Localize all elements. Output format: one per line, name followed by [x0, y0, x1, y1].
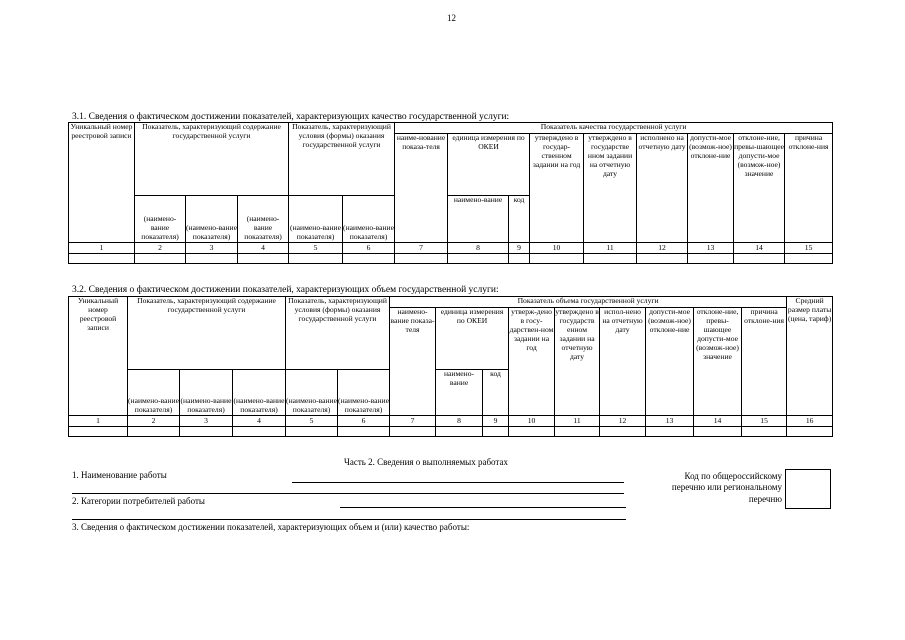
page-number: 12	[447, 13, 456, 23]
sub-indicator-name: (наимено-вание показателя)	[135, 196, 186, 243]
sub-indicator-name: (наимено-вание показателя)	[338, 370, 390, 416]
sub-indicator-name: (наимено-вание показателя)	[186, 196, 238, 243]
column-number: 4	[233, 416, 286, 427]
header-approved-year: утверж-дено в госу-дарствен-ном задании на год	[509, 308, 555, 416]
header-quality-indicator: Показатель качества государственной услуги	[395, 123, 833, 134]
empty-data-row	[69, 427, 833, 437]
work-name-field-extra-line[interactable]	[72, 493, 624, 494]
column-number: 9	[483, 416, 509, 427]
column-number: 3	[180, 416, 233, 427]
header-conditions-indicator: Показатель, характеризующий условия (формы) оказания государственной услуги	[289, 123, 395, 196]
classifier-code-box[interactable]	[785, 469, 831, 509]
column-number: 7	[390, 416, 436, 427]
header-unit-code: код	[509, 196, 530, 243]
work-name-label: 1. Наименование работы	[72, 470, 167, 480]
header-content-indicator: Показатель, характеризующий содержание государственной услуги	[135, 123, 289, 196]
sub-indicator-name: (наимено-вание показателя)	[238, 196, 289, 243]
section-3-1-heading: 3.1. Сведения о фактическом достижении показателей, характеризующих качество государственной услуги:	[72, 112, 510, 122]
column-number: 5	[286, 416, 338, 427]
column-number: 5	[289, 243, 343, 254]
column-number: 10	[509, 416, 555, 427]
part-2-title: Часть 2. Сведения о выполняемых работах	[344, 457, 508, 467]
header-unit-okei: единица измерения по ОКЕИ	[448, 134, 530, 196]
sub-indicator-name: (наимено-вание показателя)	[343, 196, 395, 243]
column-number: 2	[135, 243, 186, 254]
header-unique-number: Уникальный номер реестровой записи	[69, 297, 128, 416]
header-allowed-deviation: допусти-мое (возмож-ное) отклоне-ние	[646, 308, 694, 416]
column-number: 1	[69, 416, 128, 427]
header-executed: испол-нено на отчетную дату	[600, 308, 646, 416]
quality-indicators-table	[68, 122, 833, 264]
column-number: 11	[584, 243, 637, 254]
header-approved-year: утверждено в государ-ственном задании на год	[530, 134, 584, 243]
column-number: 8	[448, 243, 509, 254]
column-number: 12	[600, 416, 646, 427]
column-number: 7	[395, 243, 448, 254]
header-exceeding-deviation: отклоне-ние, превы-шающее допусти-мое (возмож-ное) значение	[734, 134, 785, 243]
header-conditions-indicator: Показатель, характеризующий условия (формы) оказания государственной услуги	[286, 297, 390, 370]
empty-data-row	[69, 254, 833, 264]
column-number: 15	[785, 243, 833, 254]
consumer-categories-field[interactable]	[340, 507, 626, 508]
column-number: 10	[530, 243, 584, 254]
sub-indicator-name: (наимено-вание показателя)	[233, 370, 286, 416]
column-number: 4	[238, 243, 289, 254]
header-unit-code: код	[483, 370, 509, 416]
header-unique-number: Уникальный номер реестровой записи	[69, 123, 135, 243]
column-number: 13	[688, 243, 734, 254]
section-3-work-heading: 3. Сведения о фактическом достижении показателей, характеризующих объем и (или) качество работы:	[72, 522, 470, 532]
column-number: 6	[338, 416, 390, 427]
header-executed: исполнено на отчетную дату	[637, 134, 688, 243]
header-indicator-name: наимено-вание показа-теля	[390, 308, 436, 416]
header-average-price: Средний размер платы (цена, тариф)	[787, 297, 833, 416]
header-approved-date: утверждено в государств енном задании на отчетную дату	[555, 308, 600, 416]
section-3-2-heading: 3.2. Сведения о фактическом достижении показателей, характеризующих объем государственной услуги:	[72, 285, 499, 295]
work-name-field[interactable]	[292, 482, 624, 483]
column-number: 3	[186, 243, 238, 254]
volume-indicators-table	[68, 296, 833, 437]
column-number: 15	[742, 416, 787, 427]
column-number: 12	[637, 243, 688, 254]
header-exceeding-deviation: отклоне-ние, превы-шающее допусти-мое (возмож-ное) значение	[694, 308, 742, 416]
column-number: 16	[787, 416, 833, 427]
header-unit-name: наимено-вание	[436, 370, 483, 416]
sub-indicator-name: (наимено-вание показателя)	[286, 370, 338, 416]
header-deviation-reason: причина отклоне-ния	[785, 134, 833, 243]
column-number: 14	[694, 416, 742, 427]
classifier-code-label: Код по общероссийскому перечню или региональному перечню	[671, 471, 782, 504]
sub-indicator-name: (наимено-вание показателя)	[128, 370, 180, 416]
column-number: 8	[436, 416, 483, 427]
header-deviation-reason: причина отклоне-ния	[742, 308, 787, 416]
column-number: 11	[555, 416, 600, 427]
header-allowed-deviation: допусти-мое (возмож-ное) отклоне-ние	[688, 134, 734, 243]
header-volume-indicator: Показатель объема государственной услуги	[390, 297, 787, 308]
column-number: 2	[128, 416, 180, 427]
header-unit-okei: единица измерения по ОКЕИ	[436, 308, 509, 370]
column-number: 9	[509, 243, 530, 254]
consumer-categories-label: 2. Категории потребителей работы	[72, 496, 205, 506]
sub-indicator-name: (наимено-вание показателя)	[180, 370, 233, 416]
consumer-categories-field-extra-line[interactable]	[72, 519, 626, 520]
column-number: 13	[646, 416, 694, 427]
column-number: 1	[69, 243, 135, 254]
header-approved-date: утверждено в государстве нном задании на отчетную дату	[584, 134, 637, 243]
column-number: 14	[734, 243, 785, 254]
header-unit-name: наимено-вание	[448, 196, 509, 243]
header-indicator-name: наиме-нование показа-теля	[395, 134, 448, 243]
column-number: 6	[343, 243, 395, 254]
header-content-indicator: Показатель, характеризующий содержание государственной услуги	[128, 297, 286, 370]
sub-indicator-name: (наимено-вание показателя)	[289, 196, 343, 243]
